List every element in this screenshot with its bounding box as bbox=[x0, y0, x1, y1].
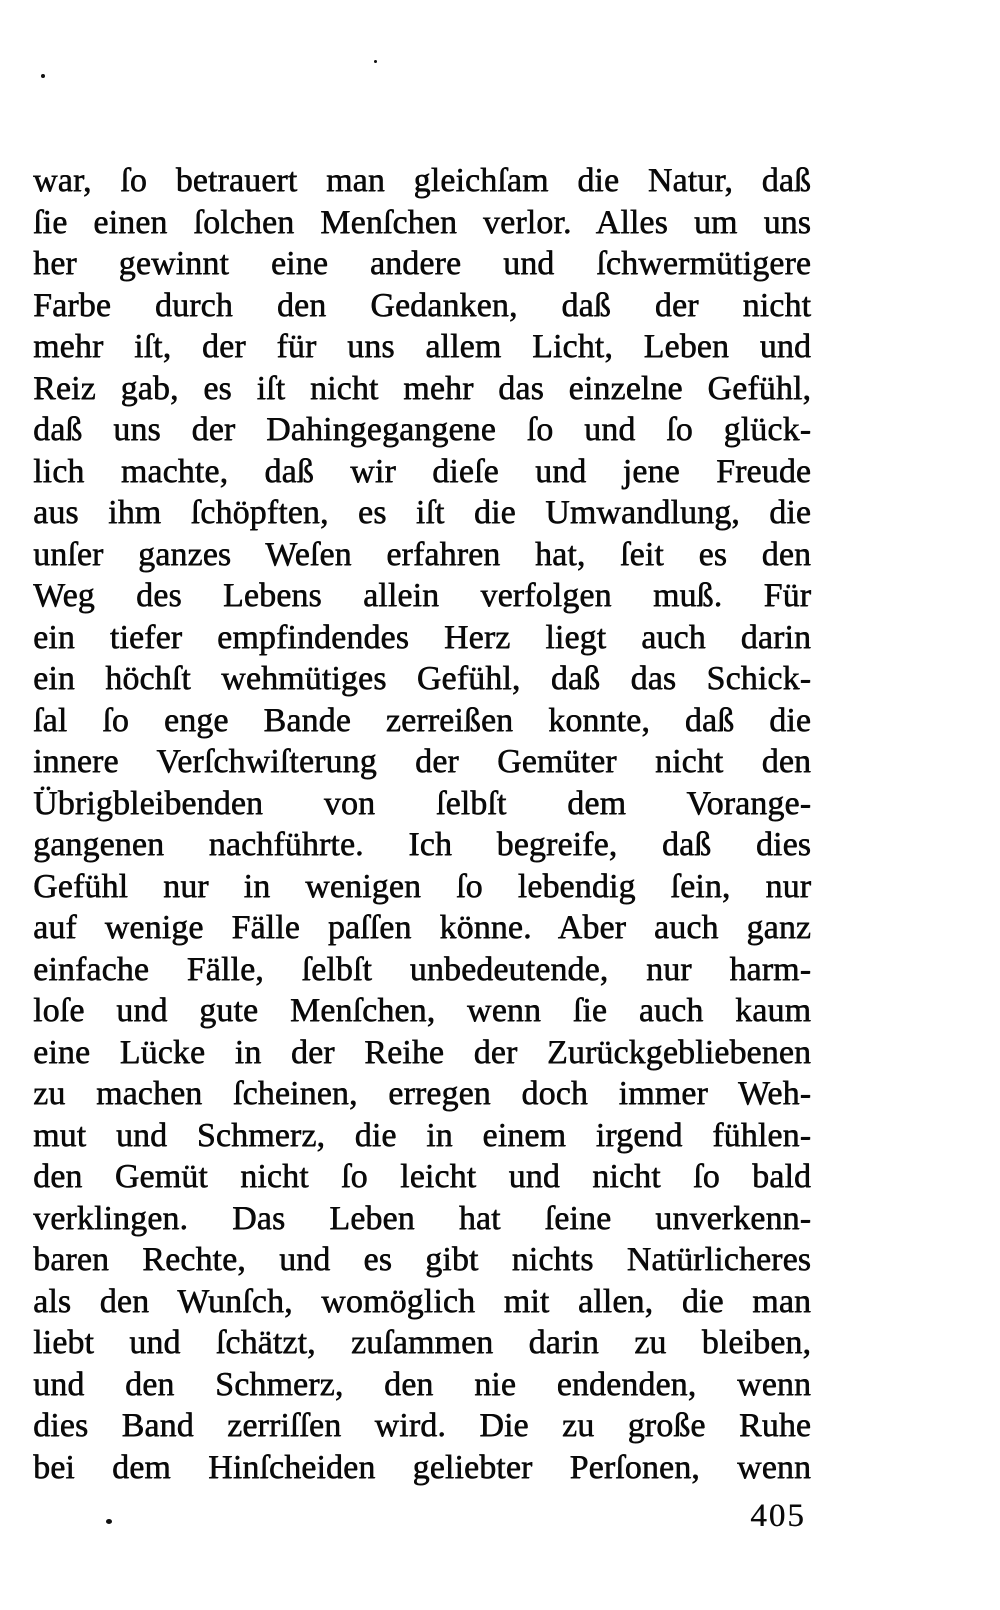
text-line: bei dem Hinſcheiden geliebter Perſonen, wenn bbox=[33, 1448, 811, 1486]
text-line: Reiz gab, es iſt nicht mehr das einzelne Gefühl, bbox=[33, 369, 811, 407]
text-line: her gewinnt eine andere und ſchwermütigere bbox=[33, 245, 811, 282]
text-line: ſie einen ſolchen Menſchen verlor. Alles um uns bbox=[33, 203, 811, 241]
text-line: als den Wunſch, womöglich mit allen, die man bbox=[33, 1282, 811, 1320]
text-line: mut und Schmerz, die in einem irgend fühlen- bbox=[33, 1116, 811, 1154]
ink-speck bbox=[106, 1519, 112, 1524]
text-line: lich machte, daß wir dieſe und jene Freude bbox=[33, 452, 811, 490]
text-line: liebt und ſchätzt, zuſammen darin zu bleiben, bbox=[33, 1324, 811, 1361]
body-text bbox=[33, 160, 811, 1488]
text-line: baren Rechte, und es gibt nichts Natürlicheres bbox=[33, 1241, 811, 1278]
text-line: zu machen ſcheinen, erregen doch immer Weh- bbox=[33, 1075, 811, 1112]
text-line: war, ſo betrauert man gleichſam die Natur, daß bbox=[33, 162, 811, 199]
text-line: ſal ſo enge Bande zerreißen konnte, daß die bbox=[33, 701, 811, 739]
text-line: verklingen. Das Leben hat ſeine unverkenn- bbox=[33, 1199, 811, 1237]
text-line: eine Lücke in der Reihe der Zurückgebliebenen bbox=[33, 1033, 811, 1071]
text-line: ein tiefer empfindendes Herz liegt auch darin bbox=[33, 618, 811, 656]
text-line: aus ihm ſchöpften, es iſt die Umwandlung, die bbox=[33, 494, 811, 531]
text-line: ein höchſt wehmütiges Gefühl, daß das Schick- bbox=[33, 660, 811, 697]
text-line: unſer ganzes Weſen erfahren hat, ſeit es den bbox=[33, 535, 811, 573]
page-number: 405 bbox=[750, 1498, 806, 1534]
text-line: Gefühl nur in wenigen ſo lebendig ſein, nur bbox=[33, 867, 811, 905]
text-line: einfache Fälle, ſelbſt unbedeutende, nur harm- bbox=[33, 950, 811, 988]
text-line: Farbe durch den Gedanken, daß der nicht bbox=[33, 286, 811, 324]
text-line: innere Verſchwiſterung der Gemüter nicht den bbox=[33, 743, 811, 780]
text-line: mehr iſt, der für uns allem Licht, Leben und bbox=[33, 328, 811, 365]
text-line: den Gemüt nicht ſo leicht und nicht ſo bald bbox=[33, 1158, 811, 1195]
ink-speck bbox=[41, 74, 45, 78]
text-line: auf wenige Fälle paſſen könne. Aber auch ganz bbox=[33, 909, 811, 946]
text-line: daß uns der Dahingegangene ſo und ſo glück- bbox=[33, 411, 811, 448]
text-line: Weg des Lebens allein verfolgen muß. Für bbox=[33, 577, 811, 614]
text-line: gangenen nachführte. Ich begreife, daß dies bbox=[33, 826, 811, 863]
text-line: Übrigbleibenden von ſelbſt dem Vorange- bbox=[33, 784, 811, 822]
ink-speck bbox=[374, 60, 377, 63]
text-line: und den Schmerz, den nie endenden, wenn bbox=[33, 1365, 811, 1403]
text-line: dies Band zerriſſen wird. Die zu große Ruhe bbox=[33, 1407, 811, 1444]
text-line: loſe und gute Menſchen, wenn ſie auch kaum bbox=[33, 992, 811, 1029]
